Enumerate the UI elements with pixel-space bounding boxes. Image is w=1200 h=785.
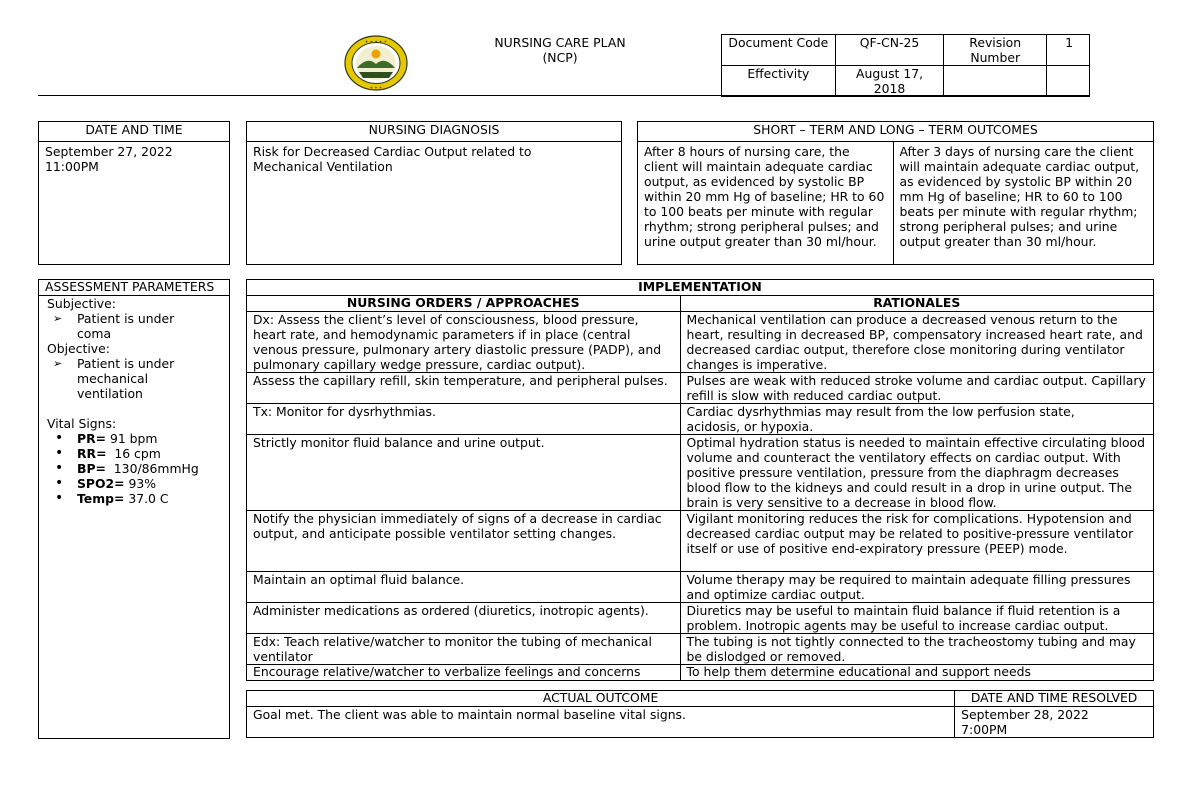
- assessment-header: ASSESSMENT PARAMETERS: [39, 280, 230, 296]
- implementation-header: IMPLEMENTATION: [247, 280, 1154, 296]
- doc-code-value: QF-CN-25: [835, 35, 944, 66]
- document-info-table: [721, 34, 1090, 97]
- vital-value: 91 bpm: [106, 431, 158, 446]
- rationale-cell: Volume therapy may be required to maintain adequate filling pressures and optimize cardiac output.: [680, 572, 1154, 603]
- empty-cell: [1047, 66, 1090, 97]
- table-row: [247, 404, 1154, 435]
- effectivity-value: August 17, 2018: [835, 66, 944, 97]
- short-term-outcome: After 8 hours of nursing care, the client will maintain adequate cardiac output, as evidenced by systolic BP within 20 mm Hg of baseline; HR to 60 to 100 beats per minute with regular rhythm; strong peripheral pulses; and urine output greater than 30 ml/hour.: [638, 142, 894, 265]
- table-row: [247, 603, 1154, 634]
- order-cell: Tx: Monitor for dysrhythmias.: [247, 404, 681, 435]
- svg-text:✦ ✦ ✦ ✦ ✦: ✦ ✦ ✦ ✦ ✦: [364, 39, 388, 44]
- objective-label: Objective:: [47, 341, 110, 356]
- table-row: [247, 511, 1154, 572]
- order-cell: Dx: Assess the client’s level of consciousness, blood pressure, heart rate, and hemodynamic parameters if in place (central venous pressure, pulmonary artery diastolic pressure (PADP), and pulmonary capillary wedge pressure, cardiac output).: [247, 312, 681, 373]
- doc-code-label: Document Code: [722, 35, 836, 66]
- long-term-outcome: After 3 days of nursing care the client will maintain adequate cardiac output, as evidenced by systolic BP within 20 mm Hg of baseline; HR to 60 to 100 beats per minute with regular rhythm; strong peripheral pulses; and urine output greater than 30 ml/hour.: [893, 142, 1154, 265]
- institution-seal-logo: [343, 34, 409, 92]
- order-cell: Edx: Teach relative/watcher to monitor the tubing of mechanical ventilator: [247, 634, 681, 665]
- nursing-diagnosis-header: NURSING DIAGNOSIS: [247, 122, 622, 142]
- list-item: ➢ Patient is under mechanical ventilation: [77, 356, 223, 401]
- objective-list: [47, 356, 223, 401]
- order-cell: Administer medications as ordered (diuretics, inotropic agents).: [247, 603, 681, 634]
- subjective-label: Subjective:: [47, 296, 116, 311]
- rationale-cell: Diuretics may be useful to maintain fluid balance if fluid retention is a problem. Inotropic agents may be useful to increase cardiac output.: [680, 603, 1154, 634]
- table-row: [247, 435, 1154, 511]
- rationale-cell: Vigilant monitoring reduces the risk for complications. Hypotension and decreased cardiac output may be related to positive-pressure ventilator itself or use of positive end-expiratory pressure (PEEP) mode.: [680, 511, 1154, 572]
- vital-sign-item: [77, 491, 223, 506]
- actual-outcome-table: [246, 690, 1154, 738]
- title-line-1: NURSING CARE PLAN: [494, 35, 626, 50]
- order-cell: Notify the physician immediately of signs of a decrease in cardiac output, and anticipate possible ventilator setting changes.: [247, 511, 681, 572]
- table-row: [247, 634, 1154, 665]
- date-time-header: DATE AND TIME: [39, 122, 230, 142]
- svg-text:✦ ✦ ✦: ✦ ✦ ✦: [369, 85, 383, 90]
- resolved-date: September 28, 2022: [961, 707, 1089, 722]
- implementation-table: [246, 279, 1154, 681]
- time-line: 11:00PM: [45, 159, 99, 174]
- rationale-cell: Pulses are weak with reduced stroke volume and cardiac output. Capillary refill is slow with reduced cardiac output.: [680, 373, 1154, 404]
- vital-value: 16 cpm: [106, 446, 161, 461]
- rationale-cell: Mechanical ventilation can produce a decreased venous return to the heart, resulting in decreased BP, compensatory increased heart rate, and decreased cardiac output, therefore close monitoring during ventilator changes is imperative.: [680, 312, 1154, 373]
- vital-sign-item: [77, 476, 223, 491]
- date-time-table: [38, 121, 230, 265]
- vital-name: BP=: [77, 461, 106, 476]
- date-line: September 27, 2022: [45, 144, 173, 159]
- actual-outcome-header: ACTUAL OUTCOME: [247, 691, 955, 707]
- vital-sign-item: [77, 461, 223, 476]
- header-divider: [38, 95, 1090, 96]
- table-row: [247, 312, 1154, 373]
- vital-signs-label: Vital Signs:: [47, 416, 117, 431]
- vital-signs-list: [47, 431, 223, 506]
- rationale-cell: The tubing is not tightly connected to the tracheostomy tubing and may be dislodged or removed.: [680, 634, 1154, 665]
- vital-name: Temp=: [77, 491, 125, 506]
- order-cell: Maintain an optimal fluid balance.: [247, 572, 681, 603]
- vital-value: 37.0 C: [124, 491, 169, 506]
- empty-cell: [944, 66, 1047, 97]
- resolved-time: 7:00PM: [961, 722, 1008, 737]
- revision-value: 1: [1047, 35, 1090, 66]
- rationale-cell: To help them determine educational and support needs: [680, 665, 1154, 681]
- assessment-table: [38, 279, 230, 739]
- vital-name: PR=: [77, 431, 107, 446]
- subjective-list: [47, 311, 223, 341]
- rationale-cell: Cardiac dysrhythmias may result from the low perfusion state, acidosis, or hypoxia.: [680, 404, 1154, 435]
- list-item: ➢ Patient is under coma: [77, 311, 223, 341]
- table-row: [247, 665, 1154, 681]
- nursing-diagnosis-text: Risk for Decreased Cardiac Output related to Mechanical Ventilation: [247, 142, 622, 265]
- date-resolved-header: DATE AND TIME RESOLVED: [955, 691, 1154, 707]
- title-line-2: (NCP): [542, 50, 578, 65]
- vital-value: 130/86mmHg: [105, 461, 199, 476]
- actual-outcome-text: Goal met. The client was able to maintain normal baseline vital signs.: [247, 707, 955, 738]
- effectivity-label: Effectivity: [722, 66, 836, 97]
- outcomes-header: SHORT – TERM AND LONG – TERM OUTCOMES: [638, 122, 1154, 142]
- revision-label: Revision Number: [944, 35, 1047, 66]
- rationale-cell: Optimal hydration status is needed to maintain effective circulating blood volume and counteract the ventilatory effects on cardiac output. With positive pressure ventilation, pressure from the diaphragm decreases blood flow to the kidneys and could result in a drop in urine output. The brain is very sensitive to a decrease in blood flow.: [680, 435, 1154, 511]
- orders-column-header: NURSING ORDERS / APPROACHES: [247, 296, 681, 312]
- order-cell: Encourage relative/watcher to verbalize feelings and concerns: [247, 665, 681, 681]
- vital-sign-item: [77, 431, 223, 446]
- vital-value: 93%: [124, 476, 157, 491]
- outcomes-table: [637, 121, 1154, 265]
- page-title: [470, 35, 650, 65]
- nursing-diagnosis-table: [246, 121, 622, 265]
- vital-name: SPO2=: [77, 476, 125, 491]
- table-row: [247, 373, 1154, 404]
- table-row: [247, 572, 1154, 603]
- order-cell: Assess the capillary refill, skin temperature, and peripheral pulses.: [247, 373, 681, 404]
- order-cell: Strictly monitor fluid balance and urine output.: [247, 435, 681, 511]
- vital-sign-item: [77, 446, 223, 461]
- vital-name: RR=: [77, 446, 107, 461]
- rationales-column-header: RATIONALES: [680, 296, 1154, 312]
